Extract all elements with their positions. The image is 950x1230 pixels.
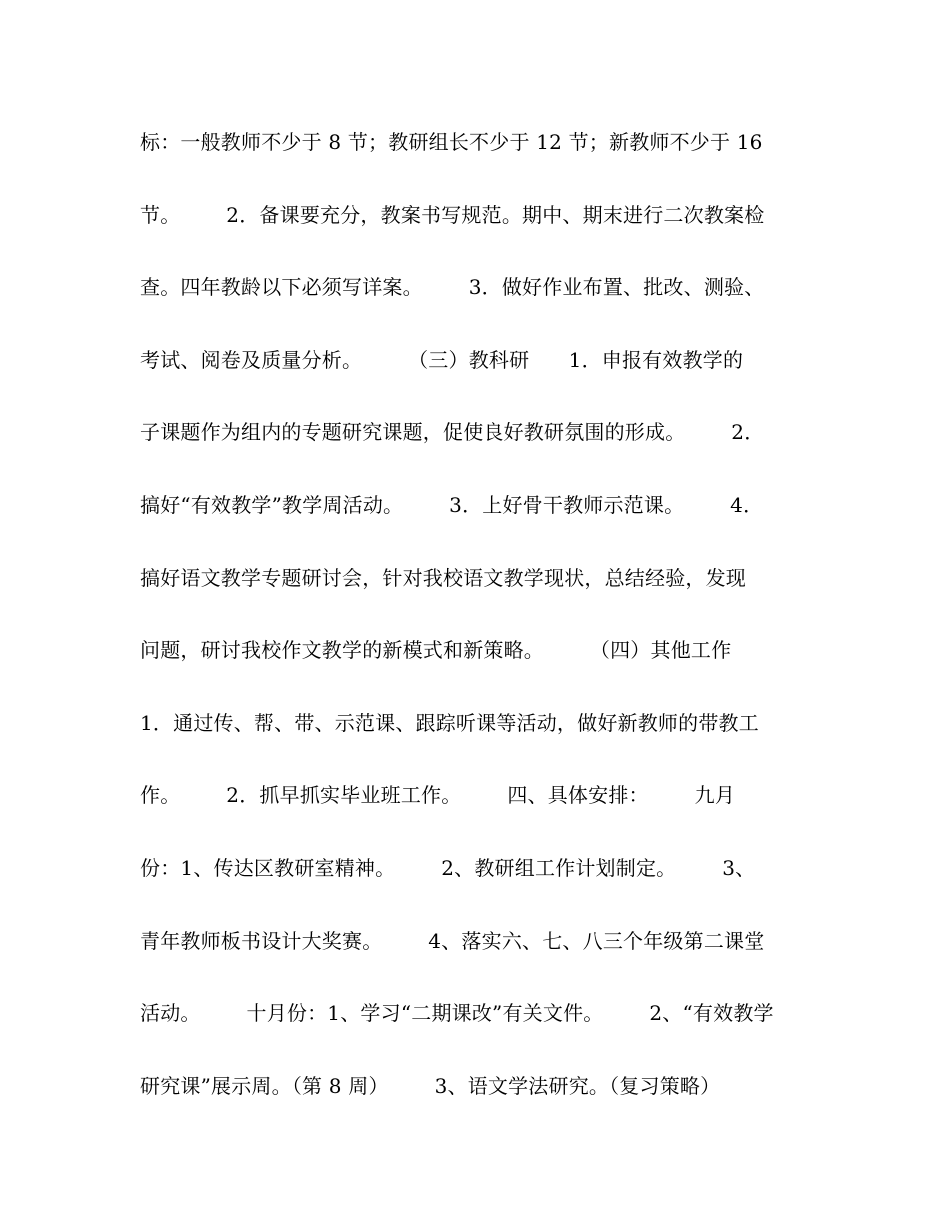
text-line-11: 份：1、传达区教研室精神。 2、教研组工作计划制定。 3、 bbox=[140, 855, 756, 880]
body-text bbox=[140, 120, 820, 1136]
text-line-2: 节。 2．备课要充分，教案书写规范。期中、期末进行二次教案检 bbox=[140, 202, 765, 227]
text-line-5: 子课题作为组内的专题研究课题，促使良好教研氛围的形成。 2． bbox=[140, 420, 765, 445]
text-line-10: 作。 2．抓早抓实毕业班工作。 四、具体安排： 九月 bbox=[140, 783, 736, 808]
text-line-14: 研究课”展示周。（第 8 周） 3、语文学法研究。（复习策略） bbox=[140, 1073, 721, 1098]
text-line-12: 青年教师板书设计大奖赛。 4、落实六、七、八三个年级第二课堂 bbox=[140, 928, 765, 953]
text-line-4: 考试、阅卷及质量分析。 （三）教科研 1．申报有效教学的 bbox=[140, 347, 744, 372]
text-line-3: 查。四年教龄以下必须写详案。 3．做好作业布置、批改、测验、 bbox=[140, 275, 765, 300]
text-line-9: 1．通过传、帮、带、示范课、跟踪听课等活动，做好新教师的带教工 bbox=[140, 710, 759, 735]
text-line-6: 搞好“有效教学”教学周活动。 3．上好骨干教师示范课。 4． bbox=[140, 492, 764, 517]
text-line-13: 活动。 十月份：1、学习“二期课改”有关文件。 2、“有效教学 bbox=[140, 1001, 774, 1026]
text-line-7: 搞好语文教学专题研讨会，针对我校语文教学现状，总结经验，发现 bbox=[140, 565, 746, 590]
text-line-8: 问题，研讨我校作文教学的新模式和新策略。 （四）其他工作 bbox=[140, 638, 732, 663]
text-line-1: 标：一般教师不少于 8 节；教研组长不少于 12 节；新教师不少于 16 bbox=[140, 130, 763, 154]
